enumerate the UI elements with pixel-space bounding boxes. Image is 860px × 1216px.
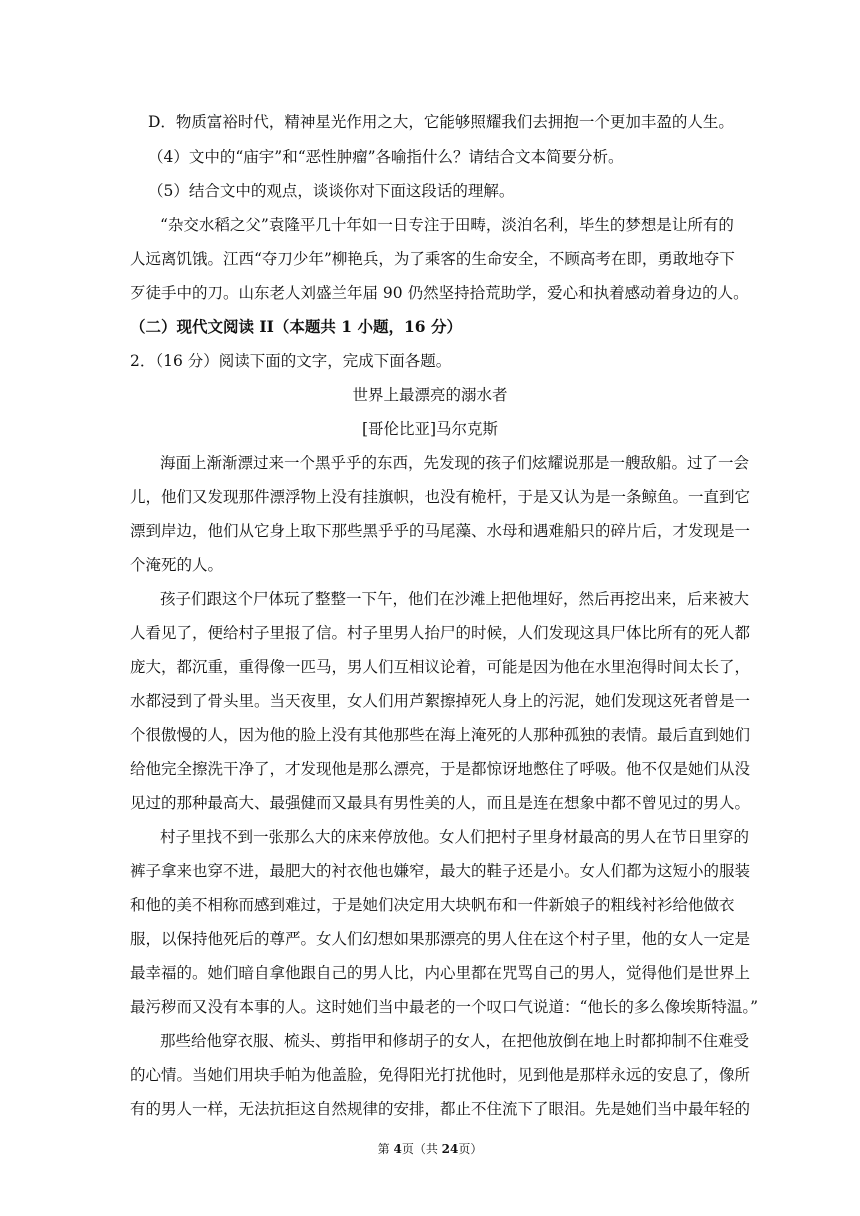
story-paragraph-line: 孩子们跟这个尸体玩了整整一下午，他们在沙滩上把他埋好，然后再挖出来，后来被大 xyxy=(160,590,750,608)
footer-suffix: 页） xyxy=(458,1142,483,1156)
story-paragraph-line: 给他完全擦洗干净了，才发现他是那么漂亮，于是都惊讶地憋住了呼吸。他不仅是她们从没 xyxy=(130,760,751,778)
story-title: 世界上最漂亮的溺水者 xyxy=(352,386,508,404)
footer-middle: 页（共 xyxy=(401,1142,442,1156)
story-paragraph-line: 人看见了，便给村子里报了信。村子里男人抬尸的时候，人们发现这具尸体比所有的死人都 xyxy=(130,624,751,642)
quote-paragraph-line: 歹徒手中的刀。山东老人刘盛兰年届 90 仍然坚持拾荒助学，爱心和执着感动着身边的人。 xyxy=(130,284,749,302)
footer-prefix: 第 xyxy=(377,1142,394,1156)
story-paragraph-line: 海面上渐渐漂过来一个黑乎乎的东西，先发现的孩子们炫耀说那是一艘敌船。过了一会 xyxy=(160,454,750,472)
story-paragraph-line: 个很傲慢的人，因为他的脸上没有其他那些在海上淹死的人那种孤独的表情。最后直到她们 xyxy=(130,726,751,744)
question-2-prompt: 2．（16 分）阅读下面的文字，完成下面各题。 xyxy=(130,352,452,370)
story-paragraph-line: 的心情。当她们用块手帕为他盖脸，免得阳光打扰他时，见到他是那样永远的安息了，像所 xyxy=(130,1066,751,1084)
quote-paragraph-line: 人远离饥饿。江西“夺刀少年”柳艳兵，为了乘客的生命安全，不顾高考在即，勇敢地夺下 xyxy=(130,250,735,268)
option-d: D．物质富裕时代，精神星光作用之大，它能够照耀我们去拥抱一个更加丰盈的人生。 xyxy=(148,113,734,131)
story-paragraph-line: 最幸福的。她们暗自拿他跟自己的男人比，内心里都在咒骂自己的男人，觉得他们是世界上 xyxy=(130,964,751,982)
page-footer xyxy=(0,1140,860,1157)
question-5: （5）结合文中的观点，谈谈你对下面这段话的理解。 xyxy=(148,182,515,200)
footer-page-number: 4 xyxy=(393,1142,402,1156)
story-paragraph-line: 村子里找不到一张那么大的床来停放他。女人们把村子里身材最高的男人在节日里穿的 xyxy=(160,828,750,846)
quote-paragraph-line: “杂交水稻之父”袁隆平几十年如一日专注于田畴，淡泊名利，毕生的梦想是让所有的 xyxy=(160,216,734,234)
story-paragraph-line: 水都浸到了骨头里。当天夜里，女人们用芦絮擦掉死人身上的污泥，她们发现这死者曾是一 xyxy=(130,692,751,710)
question-4: （4）文中的“庙宇”和“恶性肿瘤”各喻指什么？请结合文本简要分析。 xyxy=(148,148,624,166)
footer-total-pages: 24 xyxy=(441,1142,459,1156)
story-paragraph-line: 服，以保持他死后的尊严。女人们幻想如果那漂亮的男人住在这个村子里，他的女人一定是 xyxy=(130,930,751,948)
story-paragraph-line: 庞大，都沉重，重得像一匹马，男人们互相议论着，可能是因为他在水里泡得时间太长了， xyxy=(130,658,751,676)
story-paragraph-line: 裤子拿来也穿不进，最肥大的衬衣他也嫌窄，最大的鞋子还是小。女人们都为这短小的服装 xyxy=(130,862,751,880)
story-paragraph-line: 有的男人一样，无法抗拒这自然规律的安排，都止不住流下了眼泪。先是她们当中最年轻的 xyxy=(130,1100,751,1118)
story-paragraph-line: 漂到岸边，他们从它身上取下那些黑乎乎的马尾藻、水母和遇难船只的碎片后，才发现是一 xyxy=(130,522,751,540)
story-paragraph-line: 儿，他们又发现那件漂浮物上没有挂旗帜，也没有桅杆，于是又认为是一条鲸鱼。一直到它 xyxy=(130,488,751,506)
story-paragraph-line: 最污秽而又没有本事的人。这时她们当中最老的一个叹口气说道：“他长的多么像埃斯特温。” xyxy=(130,998,759,1016)
story-paragraph-line: 和他的美不相称而感到难过，于是她们决定用大块帆布和一件新娘子的粗线衬衫给他做衣 xyxy=(130,896,735,914)
section-heading: （二）现代文阅读 II（本题共 1 小题，16 分） xyxy=(130,317,462,336)
story-paragraph-line: 那些给他穿衣服、梳头、剪指甲和修胡子的女人，在把他放倒在地上时都抑制不住难受 xyxy=(160,1032,750,1050)
story-paragraph-line: 见过的那种最高大、最强健而又最具有男性美的人，而且是连在想象中都不曾见过的男人。 xyxy=(130,794,751,812)
story-author: [哥伦比亚]马尔克斯 xyxy=(361,420,499,438)
story-paragraph-line: 个淹死的人。 xyxy=(130,556,224,574)
